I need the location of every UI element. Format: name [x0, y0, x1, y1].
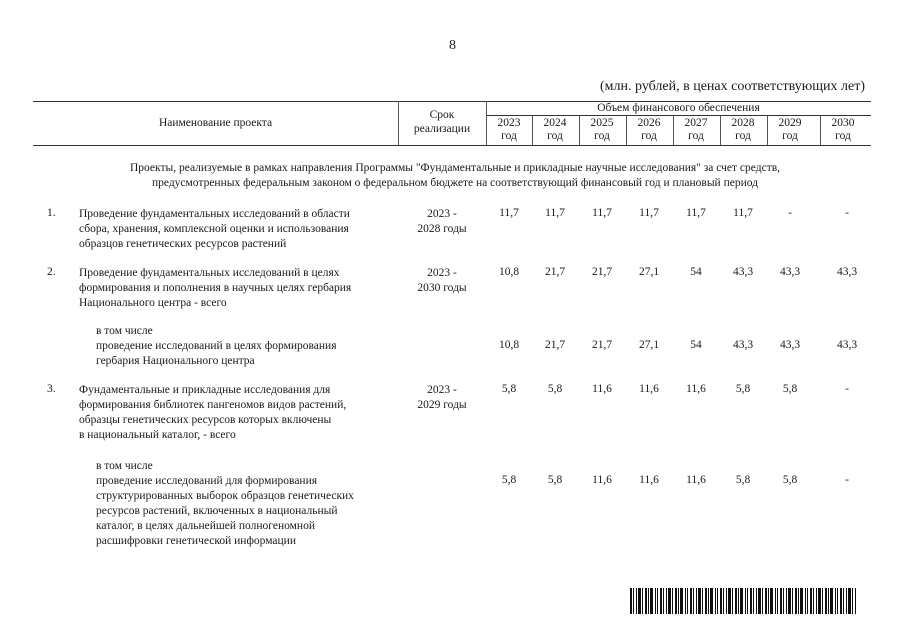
barcode-bar — [762, 588, 763, 614]
funding-value: 10,8 — [498, 266, 520, 278]
funding-value: 11,7 — [499, 207, 519, 219]
funding-value: 5,8 — [735, 383, 751, 395]
barcode-bar — [828, 588, 829, 614]
funding-value: 21,7 — [544, 339, 566, 351]
project-name-line: образцов генетических ресурсов растений — [79, 238, 287, 250]
barcode-bar — [816, 588, 817, 614]
project-name-line: проведение исследований в целях формирования — [96, 340, 337, 352]
barcode-bar — [672, 588, 673, 614]
project-term-line: 2023 - — [427, 384, 457, 396]
barcode-bar — [783, 588, 784, 614]
barcode-bar — [758, 588, 761, 614]
barcode-bar — [805, 588, 806, 614]
project-name-line: расшифровки генетической информации — [96, 535, 296, 547]
year-label: 2024 — [543, 117, 567, 129]
col-funding-header: Объем финансового обеспечения — [597, 102, 760, 114]
funding-value: 11,6 — [592, 474, 612, 486]
barcode-bar — [690, 588, 692, 614]
project-name-line: гербария Национального центра — [96, 355, 255, 367]
barcode-bar — [788, 588, 791, 614]
project-name-line: формирования и пополнения в научных целях гербария — [79, 282, 352, 294]
barcode-bar — [708, 588, 709, 614]
year-suffix: год — [735, 130, 751, 142]
barcode-bar — [750, 588, 752, 614]
funding-value: 5,8 — [547, 474, 563, 486]
barcode-bar — [848, 588, 851, 614]
header-bottom-rule — [33, 145, 871, 146]
barcode-bar — [777, 588, 778, 614]
year-header — [626, 117, 672, 143]
barcode-bar — [702, 588, 703, 614]
year-header — [532, 117, 578, 143]
barcode-bar — [675, 588, 677, 614]
section-title — [40, 161, 870, 191]
barcode-bar — [735, 588, 737, 614]
col-term-header-line: реализации — [413, 123, 471, 135]
barcode-bar — [648, 588, 649, 614]
project-name-line: в национальный каталог, - всего — [79, 429, 236, 441]
funding-value: - — [845, 207, 849, 219]
year-label: 2027 — [684, 117, 708, 129]
project-term-line: 2028 годы — [417, 223, 467, 235]
funding-value: 21,7 — [591, 266, 613, 278]
funding-value: 5,8 — [782, 383, 798, 395]
barcode-bar — [715, 588, 716, 614]
project-term-line: 2029 годы — [417, 399, 467, 411]
year-suffix: год — [688, 130, 704, 142]
barcode-bar — [852, 588, 853, 614]
funding-value: 54 — [690, 266, 702, 278]
funding-value: - — [788, 207, 792, 219]
barcode-bar — [645, 588, 647, 614]
project-name — [96, 459, 354, 549]
row-number: 1. — [47, 207, 56, 219]
year-suffix: год — [594, 130, 610, 142]
barcode-bar — [810, 588, 812, 614]
funding-value: 43,3 — [732, 266, 754, 278]
funding-value: 27,1 — [638, 266, 660, 278]
barcode-bar — [846, 588, 847, 614]
barcode-bar — [813, 588, 814, 614]
funding-value: 43,3 — [836, 339, 858, 351]
project-name-line: структурированных выборок образцов генетических — [96, 490, 354, 502]
barcode-bar — [792, 588, 793, 614]
funding-value: 43,3 — [732, 339, 754, 351]
barcode-bar — [765, 588, 767, 614]
funding-value: 11,6 — [639, 383, 659, 395]
project-name-line: Национального центра - всего — [79, 297, 227, 309]
funding-value: 21,7 — [591, 339, 613, 351]
year-label: 2028 — [731, 117, 755, 129]
funding-value: 11,6 — [686, 474, 706, 486]
barcode-bar — [696, 588, 697, 614]
project-name — [96, 324, 337, 369]
project-name-line: проведение исследований для формирования — [96, 475, 318, 487]
funding-value: 27,1 — [638, 339, 660, 351]
project-name-line: в том числе — [96, 460, 153, 472]
year-suffix: год — [501, 130, 517, 142]
project-term-line: 2030 годы — [417, 282, 467, 294]
barcode-bar — [717, 588, 718, 614]
project-term — [398, 207, 486, 237]
project-name — [79, 383, 346, 443]
project-name-line: в том числе — [96, 325, 153, 337]
barcode-bar — [726, 588, 727, 614]
barcode-bar — [633, 588, 634, 614]
project-name — [79, 207, 350, 252]
barcode-bar — [732, 588, 733, 614]
project-name-line: Фундаментальные и прикладные исследования для — [79, 384, 331, 396]
project-name-line: Проведение фундаментальных исследований в целях — [79, 267, 340, 279]
barcode-bar — [642, 588, 643, 614]
funding-value: 11,7 — [733, 207, 753, 219]
barcode-bar — [768, 588, 769, 614]
barcode-bar — [636, 588, 637, 614]
barcode-bar — [705, 588, 707, 614]
funding-value: 11,6 — [639, 474, 659, 486]
funding-value: 5,8 — [782, 474, 798, 486]
funding-value: 5,8 — [547, 383, 563, 395]
project-name-line: каталог, в целях дальнейшей полногеномной — [96, 520, 315, 532]
barcode-bar — [770, 588, 773, 614]
barcode-bar — [685, 588, 686, 614]
barcode-bar — [740, 588, 743, 614]
year-suffix: год — [782, 130, 798, 142]
barcode-bar — [738, 588, 739, 614]
barcode-bar — [745, 588, 746, 614]
funding-value: 11,6 — [686, 383, 706, 395]
barcode-bar — [638, 588, 641, 614]
barcode-bar — [678, 588, 679, 614]
funding-value: 10,8 — [498, 339, 520, 351]
funding-value: 5,8 — [501, 474, 517, 486]
row-number: 2. — [47, 266, 56, 278]
barcode-bar — [837, 588, 838, 614]
year-label: 2025 — [590, 117, 614, 129]
barcode-bar — [660, 588, 662, 614]
funding-value: 43,3 — [779, 266, 801, 278]
barcode-bar — [753, 588, 754, 614]
row-number: 3. — [47, 383, 56, 395]
year-suffix: год — [547, 130, 563, 142]
funding-value: 11,7 — [592, 207, 612, 219]
project-name — [79, 266, 351, 311]
funding-value: 11,7 — [686, 207, 706, 219]
funding-value: 43,3 — [779, 339, 801, 351]
barcode-bar — [680, 588, 683, 614]
barcode-bar — [666, 588, 667, 614]
year-header — [767, 117, 813, 143]
year-label: 2030 — [831, 117, 855, 129]
barcode-bar — [855, 588, 856, 614]
barcode-bar — [800, 588, 803, 614]
barcode-bar — [780, 588, 782, 614]
year-header — [673, 117, 719, 143]
project-term — [398, 266, 486, 296]
barcode-bar — [650, 588, 653, 614]
project-term-line: 2023 - — [427, 208, 457, 220]
barcode-bar — [723, 588, 724, 614]
funding-value: 5,8 — [735, 474, 751, 486]
barcode-bar — [720, 588, 722, 614]
barcode-bar — [756, 588, 757, 614]
project-name-line: формирования библиотек пангеномов видов растений, — [79, 399, 347, 411]
header-mid-rule — [486, 115, 871, 116]
barcode-bar — [822, 588, 823, 614]
year-header — [820, 117, 866, 143]
funding-value: 11,7 — [639, 207, 659, 219]
barcode-bar — [710, 588, 713, 614]
barcode-bar — [747, 588, 748, 614]
section-title-line: Проекты, реализуемые в рамках направления Программы "Фундаментальные и прикладные научные исследования" за счет средств, — [129, 162, 781, 174]
col-term-header-line: Срок — [429, 109, 455, 121]
barcode-bar — [807, 588, 808, 614]
barcode-bar — [830, 588, 833, 614]
project-name-line: Проведение фундаментальных исследований в области — [79, 208, 350, 220]
units-note: (млн. рублей, в ценах соответствующих лет) — [600, 79, 865, 94]
barcode-bar — [668, 588, 671, 614]
barcode-bar — [818, 588, 821, 614]
col-name-header: Наименование проекта — [158, 117, 273, 129]
barcode-bar — [655, 588, 656, 614]
year-label: 2029 — [778, 117, 802, 129]
funding-value: - — [845, 474, 849, 486]
funding-value: 5,8 — [501, 383, 517, 395]
barcode-bar — [795, 588, 797, 614]
barcode-bar — [630, 588, 632, 614]
barcode-bar — [840, 588, 842, 614]
year-header — [720, 117, 766, 143]
barcode — [630, 588, 856, 614]
year-suffix: год — [641, 130, 657, 142]
barcode-bar — [698, 588, 701, 614]
project-term-line: 2023 - — [427, 267, 457, 279]
barcode-graphic — [630, 588, 856, 614]
year-header — [579, 117, 625, 143]
funding-value: 21,7 — [544, 266, 566, 278]
year-suffix: год — [835, 130, 851, 142]
barcode-bar — [825, 588, 827, 614]
barcode-bar — [786, 588, 787, 614]
project-name-line: образцы генетических ресурсов которых включены — [79, 414, 332, 426]
project-term — [398, 383, 486, 413]
section-title-line: предусмотренных федеральным законом о федеральном бюджете на соответствующий финансовый год и плановый период — [151, 177, 759, 189]
barcode-bar — [843, 588, 844, 614]
year-label: 2023 — [497, 117, 521, 129]
funding-value: 43,3 — [836, 266, 858, 278]
page-number: 8 — [449, 38, 456, 53]
col-term-header — [398, 108, 486, 136]
funding-value: 11,7 — [545, 207, 565, 219]
barcode-bar — [687, 588, 688, 614]
barcode-bar — [663, 588, 664, 614]
barcode-bar — [728, 588, 731, 614]
funding-value: 54 — [690, 339, 702, 351]
barcode-bar — [798, 588, 799, 614]
barcode-bar — [775, 588, 776, 614]
barcode-bar — [835, 588, 836, 614]
barcode-bar — [693, 588, 694, 614]
project-name-line: ресурсов растений, включенных в национальный — [96, 505, 338, 517]
funding-value: - — [845, 383, 849, 395]
barcode-bar — [657, 588, 658, 614]
year-label: 2026 — [637, 117, 661, 129]
funding-value: 11,6 — [592, 383, 612, 395]
year-header — [486, 117, 532, 143]
project-name-line: сбора, хранения, комплексной оценки и использования — [79, 223, 349, 235]
